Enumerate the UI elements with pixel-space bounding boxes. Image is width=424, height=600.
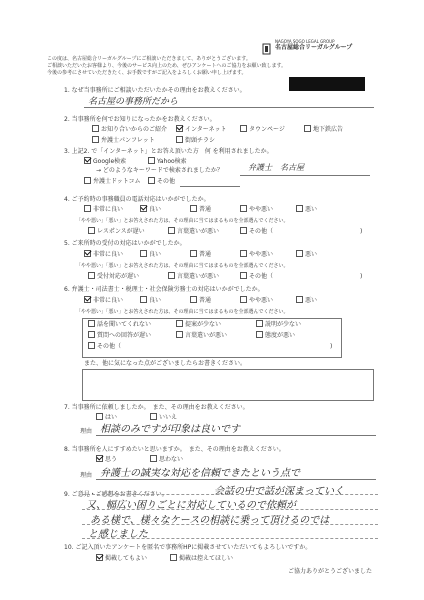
q4-scale-bad[interactable]: 悪い (296, 206, 317, 214)
q7-option-no[interactable]: いいえ (150, 414, 177, 422)
checkbox[interactable] (304, 125, 311, 132)
q10-question: 10. ご記入頂いたアンケートを匿名で事務所HPに掲載させていただいてもよろしいですか。 (64, 544, 312, 551)
q3-question: 3. 上記2. で「インターネット」とお答え頂いた方 何 を利用されましたか。 (64, 148, 273, 155)
checkbox[interactable] (296, 296, 303, 303)
building-logo-icon (262, 43, 272, 55)
thanks-text: ご協力ありがとうございました (288, 568, 373, 575)
checkbox[interactable] (150, 455, 157, 462)
checkbox[interactable] (170, 554, 177, 561)
q6-reason-few-explanations[interactable]: 説明が少ない (256, 321, 301, 329)
checkbox[interactable] (148, 177, 155, 184)
checkbox-checked[interactable] (84, 296, 91, 303)
q5-reason-language[interactable]: 言葉遣いが悪い (168, 273, 219, 281)
q3-other-line (180, 186, 240, 187)
q10-option-decline[interactable]: 掲載は控えてほしい (170, 555, 233, 563)
q5-scale-excellent[interactable]: 非常に良い (84, 251, 123, 259)
q6-question: 6. 弁護士・司法書士・税理士・社会保険労務士の対応はいかがでしたか。 (64, 286, 264, 293)
q7-reason-answer: 相談のみですが印象は良いです (100, 424, 240, 435)
checkbox[interactable] (168, 272, 175, 279)
q1-question: 1. なぜ当事務所にご相談いただいたかその理由をお教えください。 (64, 87, 246, 94)
checkbox[interactable] (240, 272, 247, 279)
q1-answer: 名古屋の事務所だから (88, 97, 179, 107)
q5-question: 5. ご来所時の受付の対応はいかがでしたか。 (64, 240, 186, 247)
checkbox-checked[interactable] (84, 250, 91, 257)
q6-scale-good[interactable]: 良い (140, 297, 161, 305)
checkbox-checked[interactable] (96, 455, 103, 462)
q3-keyword-field (240, 160, 370, 176)
checkbox[interactable] (240, 205, 247, 212)
q4-scale-normal[interactable]: 普通 (190, 206, 211, 214)
checkbox[interactable] (240, 227, 247, 234)
q5-reason-other[interactable]: その他（ (240, 273, 273, 281)
checkbox[interactable] (240, 125, 247, 132)
q4-scale-somewhat-bad[interactable]: やや悪い (240, 206, 273, 214)
q7-option-yes[interactable]: はい (96, 414, 117, 422)
q6-note: 「やや悪い」「悪い」とお答えされた方は、その理由に当てはまるものを全部選んでください。 (76, 309, 289, 315)
q3-keyword-answer: 弁護士 名古屋 (248, 163, 304, 172)
checkbox[interactable] (256, 331, 263, 338)
q3-option-yahoo[interactable]: Yahoo検索 (148, 158, 187, 166)
q8-option-no[interactable]: 思わない (150, 456, 183, 464)
checkbox[interactable] (88, 320, 95, 327)
q6-reason-not-listening[interactable]: 話を聞いてくれない (88, 321, 151, 329)
q6-scale-normal[interactable]: 普通 (190, 297, 211, 305)
q10-option-allow[interactable]: 掲載してもよい (96, 555, 147, 563)
checkbox[interactable] (176, 331, 183, 338)
q5-reason-slow[interactable]: 受付対応が遅い (88, 273, 139, 281)
q2-option-flyer[interactable]: 街頭チラシ (176, 137, 215, 145)
intro-line-3: 今後の参考にさせていただきたく、お手数ですがご記入をよろしくお願い申し上げます。 (47, 70, 247, 76)
q4-scale-good[interactable]: 良い (140, 206, 161, 214)
q9-rule-2 (82, 509, 378, 510)
q5-note: 「やや悪い」「悪い」とお答えされた方は、その理由に当てはまるものを全部選んでください。 (76, 263, 289, 269)
checkbox-checked[interactable] (96, 554, 103, 561)
q6-other-close: ) (330, 343, 333, 350)
q7-reason-line (96, 435, 376, 436)
q9-line-2: 又、幅広い困りごとに対応しているので依頼が (86, 500, 296, 511)
q8-reason-line (96, 479, 376, 480)
checkbox[interactable] (256, 320, 263, 327)
q6-reason-attitude[interactable]: 態度が悪い (256, 332, 295, 340)
checkbox[interactable] (296, 250, 303, 257)
checkbox[interactable] (88, 227, 95, 234)
checkbox[interactable] (190, 250, 197, 257)
q6-reason-slow-answers[interactable]: 質問への回答が遅い (88, 332, 151, 340)
intro-line-1: この度は、名古屋総合リーガルグループにご相談いただきまして、ありがとうございます。 (47, 56, 251, 62)
checkbox[interactable] (150, 413, 157, 420)
q8-question: 8. 当事務所を人にすすめたいと思いますか。 また、その理由をお教えください。 (64, 446, 285, 453)
checkbox[interactable] (96, 413, 103, 420)
logo-company-name: 名古屋総合リーガルグループ (275, 44, 353, 51)
checkbox[interactable] (88, 342, 95, 349)
q5-scale-somewhat-bad[interactable]: やや悪い (240, 251, 273, 259)
redacted-name-box (289, 77, 365, 91)
q6-scale-bad[interactable]: 悪い (296, 297, 317, 305)
q9-rule-1 (82, 494, 378, 495)
q9-line-4: と感じました (88, 529, 148, 540)
q3-option-other[interactable]: その他 (148, 178, 175, 186)
q5-scale-bad[interactable]: 悪い (296, 251, 317, 259)
checkbox[interactable] (190, 296, 197, 303)
q4-note: 「やや悪い」「悪い」とお答えされた方は、その理由に当てはまるものを全部選んでください。 (76, 218, 289, 224)
q6-scale-somewhat-bad[interactable]: やや悪い (240, 297, 273, 305)
checkbox[interactable] (140, 296, 147, 303)
q4-reason-other[interactable]: その他（ (240, 228, 273, 236)
q9-rule-4 (82, 538, 378, 539)
checkbox-checked[interactable] (176, 125, 183, 132)
q8-reason-label: 理由 (80, 472, 93, 479)
q5-scale-normal[interactable]: 普通 (190, 251, 211, 259)
q2-option-pamphlet[interactable]: 弁護士パンフレット (92, 137, 155, 145)
q4-reason-language[interactable]: 言葉遣いが悪い (168, 228, 219, 236)
checkbox[interactable] (84, 177, 91, 184)
checkbox[interactable] (190, 205, 197, 212)
q1-answer-line (84, 107, 374, 108)
q4-scale-excellent[interactable]: 非常に良い (84, 206, 123, 214)
q5-scale-good[interactable]: 良い (140, 251, 161, 259)
q5-other-close: ) (360, 273, 363, 280)
q6-reason-few-proposals[interactable]: 提案が少ない (176, 321, 221, 329)
q8-reason-answer: 弁護士の誠実な対応を信頼できたという点で (100, 468, 300, 479)
company-logo (262, 40, 272, 52)
checkbox[interactable] (88, 272, 95, 279)
q3-option-bengoshi-com[interactable]: 弁護士ドットコム (84, 178, 141, 186)
q2-option-internet[interactable]: インターネット (176, 126, 226, 134)
q2-option-subway-ad[interactable]: 地下鉄広告 (304, 126, 343, 134)
checkbox[interactable] (140, 250, 147, 257)
q2-option-townpage[interactable]: タウンページ (240, 126, 285, 134)
checkbox[interactable] (240, 296, 247, 303)
q9-line-1: 会話の中で話が深まっていく (214, 486, 344, 497)
checkbox[interactable] (296, 205, 303, 212)
q4-question: 4. ご予約時の事務職員の電話対応はいかがでしたか。 (64, 196, 210, 203)
q6-reason-language[interactable]: 言葉遣いが悪い (176, 332, 227, 340)
checkbox-checked[interactable] (140, 205, 147, 212)
q2-option-referral[interactable]: お知り合いからのご紹介 (92, 126, 167, 134)
checkbox[interactable] (176, 320, 183, 327)
checkbox[interactable] (148, 157, 155, 164)
checkbox[interactable] (84, 205, 91, 212)
q7-reason-label: 理由 (80, 428, 93, 435)
q4-reason-slow[interactable]: レスポンスが遅い (88, 228, 145, 236)
q3-option-google[interactable]: Google検索 (84, 158, 126, 166)
q9-line-3: ある様で、様々なケースの相談に乗って頂けるのでは (90, 515, 330, 526)
checkbox[interactable] (92, 125, 99, 132)
q6-other-prompt: また、他に気になった点がございましたらお書きください。 (84, 360, 247, 367)
checkbox[interactable] (168, 227, 175, 234)
q7-question: 7. 当事務所に依頼しましたか。 また、その理由をお教えください。 (64, 404, 249, 411)
q6-reason-other[interactable]: その他（ (88, 343, 121, 351)
q2-question: 2. 当事務所を何でお知りになったかをお教えください。 (64, 116, 216, 123)
intro-line-2: ご相談いただいたお客様より、今後のサービス向上のため、ぜひアンケートへのご協力をお願い致します。 (47, 63, 287, 69)
checkbox[interactable] (88, 331, 95, 338)
q3-keyword-prompt: → どのようなキーワードで検索されましたか？ (96, 167, 223, 174)
q8-option-yes[interactable]: 思う (96, 456, 117, 464)
checkbox-checked[interactable] (84, 157, 91, 164)
checkbox[interactable] (176, 136, 183, 143)
q9-question: 9. ご意見・ご感想をお書きください。 (64, 491, 168, 498)
checkbox[interactable] (92, 136, 99, 143)
checkbox[interactable] (240, 250, 247, 257)
q6-scale-excellent[interactable]: 非常に良い (84, 297, 123, 305)
q6-comment-box[interactable] (82, 369, 374, 401)
logo-small-text: NAGOYA SOGO LEGAL GROUP (275, 39, 335, 44)
q4-other-close: ) (360, 228, 363, 235)
